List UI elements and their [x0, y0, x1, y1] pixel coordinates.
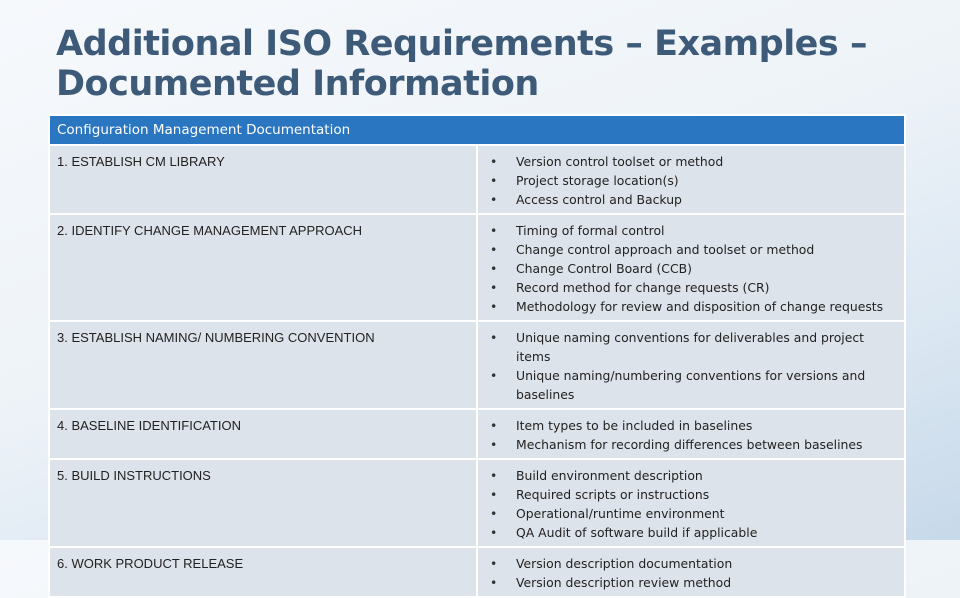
- bullet-list: [485, 152, 897, 209]
- step-label: 3. ESTABLISH NAMING/ NUMBERING CONVENTION: [49, 321, 477, 409]
- step-label: 2. IDENTIFY CHANGE MANAGEMENT APPROACH: [49, 214, 477, 321]
- list-item: • Mechanism for recording differences between baselines: [485, 435, 897, 454]
- table-row: [49, 321, 905, 409]
- step-items-cell: [477, 459, 905, 547]
- table-row: [49, 214, 905, 321]
- list-item: • Build environment description: [485, 466, 897, 485]
- list-item: • Version description documentation: [485, 554, 897, 573]
- slide-title: [56, 24, 936, 104]
- list-item: • QA Audit of software build if applicable: [485, 523, 897, 542]
- bullet-list: [485, 466, 897, 542]
- slide-title-line-2: Documented Information: [56, 64, 539, 104]
- table-header-row: [49, 115, 905, 145]
- list-item: • Required scripts or instructions: [485, 485, 897, 504]
- bullet-list: [485, 416, 897, 454]
- step-label: 5. BUILD INSTRUCTIONS: [49, 459, 477, 547]
- bullet-list: [485, 221, 897, 316]
- step-items-cell: [477, 214, 905, 321]
- table-header: Configuration Management Documentation: [49, 115, 905, 145]
- step-items-cell: [477, 321, 905, 409]
- bullet-list: [485, 328, 897, 404]
- table-body: [49, 145, 905, 597]
- table-row: [49, 459, 905, 547]
- list-item: • Unique naming/numbering conventions for versions and baselines: [485, 366, 897, 404]
- step-label: 1. ESTABLISH CM LIBRARY: [49, 145, 477, 214]
- table-row: [49, 409, 905, 459]
- list-item: • Change control approach and toolset or method: [485, 240, 897, 259]
- list-item: • Unique naming conventions for deliverables and project items: [485, 328, 897, 366]
- list-item: • Operational/runtime environment: [485, 504, 897, 523]
- step-label: 6. WORK PRODUCT RELEASE: [49, 547, 477, 597]
- step-items-cell: [477, 409, 905, 459]
- list-item: • Access control and Backup: [485, 190, 897, 209]
- bullet-list: [485, 554, 897, 592]
- list-item: • Timing of formal control: [485, 221, 897, 240]
- list-item: • Methodology for review and disposition of change requests: [485, 297, 897, 316]
- list-item: • Change Control Board (CCB): [485, 259, 897, 278]
- list-item: • Version description review method: [485, 573, 897, 592]
- step-items-cell: [477, 547, 905, 597]
- table-row: [49, 145, 905, 214]
- step-label: 4. BASELINE IDENTIFICATION: [49, 409, 477, 459]
- cm-documentation-table: [48, 114, 906, 598]
- slide-title-line-1: Additional ISO Requirements – Examples –: [56, 24, 867, 64]
- list-item: • Record method for change requests (CR): [485, 278, 897, 297]
- step-items-cell: [477, 145, 905, 214]
- list-item: • Version control toolset or method: [485, 152, 897, 171]
- list-item: • Project storage location(s): [485, 171, 897, 190]
- list-item: • Item types to be included in baselines: [485, 416, 897, 435]
- table-row: [49, 547, 905, 597]
